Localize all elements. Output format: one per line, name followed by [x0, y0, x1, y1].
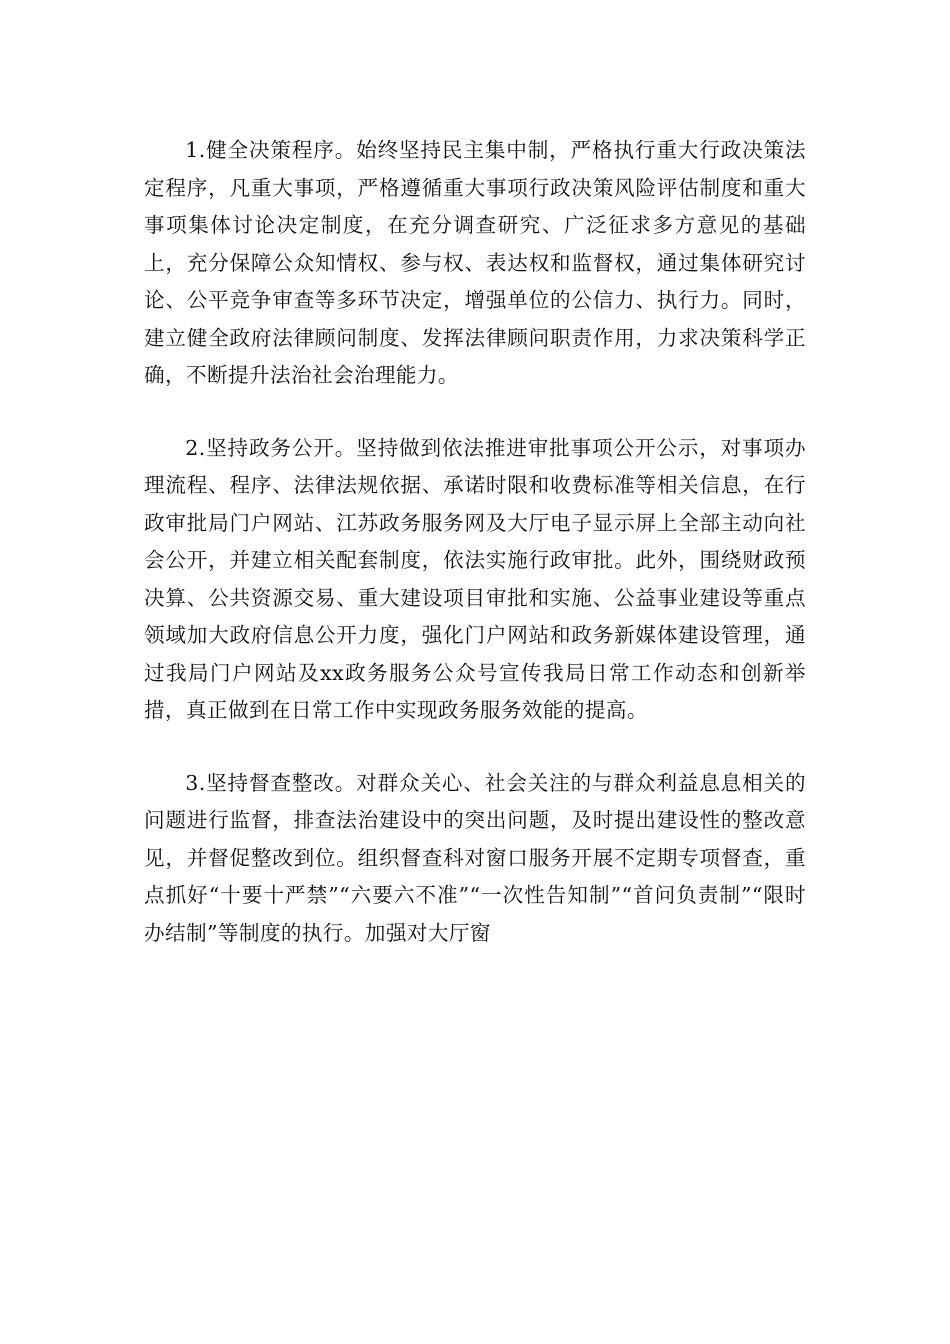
paragraph-government-affairs-disclosure: 2.坚持政务公开。坚持做到依法推进审批事项公开公示，对事项办理流程、程序、法律法规依据、承诺时限和收费标准等相关信息，在行政审批局门户网站、江苏政务服务网及大厅电子显示屏上全部主动向社会公开，并建立相关配套制度，依法实施行政审批。此外，围绕财政预决算、公共资源交易、重大建设项目审批和实施、公益事业建设等重点领域加大政府信息公开力度，强化门户网站和政务新媒体建设管理，通过我局门户网站及xx政务服务公众号宣传我局日常工作动态和创新举措，真正做到在日常工作中实现政务服务效能的提高。 — [144, 435, 806, 722]
paragraph-supervision-rectification: 3.坚持督查整改。对群众关心、社会关注的与群众利益息息相关的问题进行监督，排查法治建设中的突出问题，及时提出建设性的整改意见，并督促整改到位。组织督查科对窗口服务开展不定期专项督查，重点抓好“十要十严禁”“六要六不准”“一次性告知制”“首问负责制”“限时办结制”等制度的执行。加强对大厅窗 — [144, 770, 806, 945]
document-body — [144, 132, 806, 952]
paragraph-decision-procedure: 1.健全决策程序。始终坚持民主集中制，严格执行重大行政决策法定程序，凡重大事项，严格遵循重大事项行政决策风险评估制度和重大事项集体讨论决定制度，在充分调查研究、广泛征求多方意见的基础上，充分保障公众知情权、参与权、表达权和监督权，通过集体研究讨论、公平竞争审查等多环节决定，增强单位的公信力、执行力。同时，建立健全政府法律顾问制度、发挥法律顾问职责作用，力求决策科学正确，不断提升法治社会治理能力。 — [144, 138, 806, 387]
